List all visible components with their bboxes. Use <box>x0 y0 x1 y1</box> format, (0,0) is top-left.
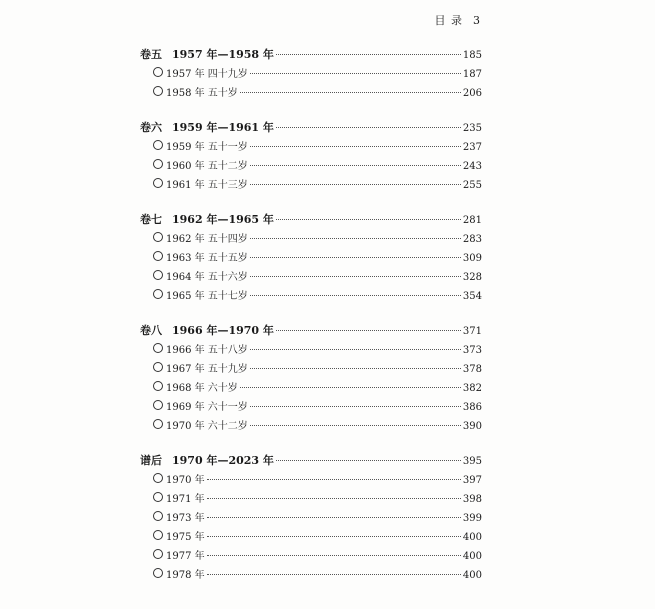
dot-leader <box>250 73 461 74</box>
page-number: 206 <box>462 88 482 99</box>
circle-bullet-icon <box>153 251 163 261</box>
dot-leader <box>207 574 461 575</box>
page-number: 400 <box>462 551 482 562</box>
volume-name: 卷七 <box>140 213 162 226</box>
dot-leader <box>250 406 461 407</box>
volume-range: 1966 年—1970 年 <box>172 324 274 337</box>
dot-leader <box>250 238 461 239</box>
toc-year-entry[interactable] <box>140 84 482 103</box>
header-page-number: 3 <box>473 14 481 27</box>
circle-bullet-icon <box>153 140 163 150</box>
volume-name: 卷六 <box>140 121 162 134</box>
volume-label <box>140 117 274 138</box>
year-label: 1964 年 五十六岁 <box>166 272 248 283</box>
circle-bullet-icon <box>153 86 163 96</box>
volume-label <box>140 320 274 341</box>
toc-year-entry[interactable] <box>140 138 482 157</box>
page-number: 283 <box>462 234 482 245</box>
toc-year-entry[interactable] <box>140 490 482 509</box>
volume-range: 1970 年—2023 年 <box>172 454 274 467</box>
dot-leader <box>250 276 461 277</box>
page-number: 400 <box>462 570 482 581</box>
dot-leader <box>240 92 461 93</box>
dot-leader <box>240 387 461 388</box>
page-number: 281 <box>462 215 482 226</box>
table-of-contents <box>140 44 482 585</box>
toc-volume-entry[interactable] <box>140 450 482 471</box>
circle-bullet-icon <box>153 343 163 353</box>
dot-leader <box>207 479 461 480</box>
toc-year-entry[interactable] <box>140 268 482 287</box>
circle-bullet-icon <box>153 270 163 280</box>
toc-year-entry[interactable] <box>140 65 482 84</box>
page-number: 187 <box>462 69 482 80</box>
circle-bullet-icon <box>153 67 163 77</box>
circle-bullet-icon <box>153 492 163 502</box>
volume-range: 1957 年—1958 年 <box>172 48 274 61</box>
running-header <box>435 12 482 28</box>
volume-name: 卷八 <box>140 324 162 337</box>
year-label: 1959 年 五十一岁 <box>166 142 248 153</box>
dot-leader <box>207 536 461 537</box>
page-number: 328 <box>462 272 482 283</box>
dot-leader <box>250 146 461 147</box>
volume-name: 卷五 <box>140 48 162 61</box>
year-label: 1961 年 五十三岁 <box>166 180 248 191</box>
dot-leader <box>276 219 461 220</box>
year-label: 1978 年 <box>166 570 205 581</box>
toc-year-entry[interactable] <box>140 157 482 176</box>
circle-bullet-icon <box>153 362 163 372</box>
header-title: 目 录 <box>434 14 463 27</box>
dot-leader <box>207 555 461 556</box>
volume-range: 1959 年—1961 年 <box>172 121 274 134</box>
toc-year-entry[interactable] <box>140 249 482 268</box>
dot-leader <box>250 425 461 426</box>
toc-volume-entry[interactable] <box>140 44 482 65</box>
toc-year-entry[interactable] <box>140 176 482 195</box>
circle-bullet-icon <box>153 381 163 391</box>
year-label: 1965 年 五十七岁 <box>166 291 248 302</box>
circle-bullet-icon <box>153 232 163 242</box>
dot-leader <box>207 498 461 499</box>
year-label: 1971 年 <box>166 494 205 505</box>
page-number: 386 <box>462 402 482 413</box>
dot-leader <box>276 127 461 128</box>
year-label: 1975 年 <box>166 532 205 543</box>
toc-volume-entry[interactable] <box>140 320 482 341</box>
year-label: 1957 年 四十九岁 <box>166 69 248 80</box>
volume-label <box>140 450 274 471</box>
circle-bullet-icon <box>153 568 163 578</box>
toc-year-entry[interactable] <box>140 417 482 436</box>
year-label: 1960 年 五十二岁 <box>166 161 248 172</box>
year-label: 1970 年 <box>166 475 205 486</box>
toc-year-entry[interactable] <box>140 398 482 417</box>
dot-leader <box>250 184 461 185</box>
circle-bullet-icon <box>153 159 163 169</box>
dot-leader <box>250 295 461 296</box>
year-label: 1967 年 五十九岁 <box>166 364 248 375</box>
toc-year-entry[interactable] <box>140 528 482 547</box>
page-number: 309 <box>462 253 482 264</box>
page-number: 382 <box>462 383 482 394</box>
circle-bullet-icon <box>153 400 163 410</box>
toc-volume-entry[interactable] <box>140 209 482 230</box>
dot-leader <box>276 54 461 55</box>
page-number: 398 <box>462 494 482 505</box>
year-label: 1977 年 <box>166 551 205 562</box>
toc-year-entry[interactable] <box>140 230 482 249</box>
page-number: 354 <box>462 291 482 302</box>
page-number: 397 <box>462 475 482 486</box>
section-gap <box>140 195 482 209</box>
dot-leader <box>250 165 461 166</box>
page-number: 185 <box>462 50 482 61</box>
section-gap <box>140 103 482 117</box>
year-label: 1973 年 <box>166 513 205 524</box>
page-number: 399 <box>462 513 482 524</box>
section-gap <box>140 436 482 450</box>
year-label: 1962 年 五十四岁 <box>166 234 248 245</box>
year-label: 1963 年 五十五岁 <box>166 253 248 264</box>
section-gap <box>140 306 482 320</box>
dot-leader <box>250 257 461 258</box>
year-label: 1958 年 五十岁 <box>166 88 238 99</box>
volume-name: 谱后 <box>140 454 162 467</box>
toc-year-entry[interactable] <box>140 566 482 585</box>
volume-label <box>140 209 274 230</box>
circle-bullet-icon <box>153 473 163 483</box>
toc-year-entry[interactable] <box>140 471 482 490</box>
circle-bullet-icon <box>153 419 163 429</box>
toc-volume-entry[interactable] <box>140 117 482 138</box>
toc-year-entry[interactable] <box>140 360 482 379</box>
year-label: 1970 年 六十二岁 <box>166 421 248 432</box>
page-number: 390 <box>462 421 482 432</box>
page-number: 371 <box>462 326 482 337</box>
dot-leader <box>250 349 461 350</box>
toc-year-entry[interactable] <box>140 287 482 306</box>
circle-bullet-icon <box>153 549 163 559</box>
page-number: 400 <box>462 532 482 543</box>
dot-leader <box>250 368 461 369</box>
toc-year-entry[interactable] <box>140 547 482 566</box>
toc-year-entry[interactable] <box>140 341 482 360</box>
dot-leader <box>276 330 461 331</box>
page-number: 255 <box>462 180 482 191</box>
volume-label <box>140 44 274 65</box>
circle-bullet-icon <box>153 178 163 188</box>
year-label: 1966 年 五十八岁 <box>166 345 248 356</box>
page-number: 373 <box>462 345 482 356</box>
toc-year-entry[interactable] <box>140 379 482 398</box>
volume-range: 1962 年—1965 年 <box>172 213 274 226</box>
circle-bullet-icon <box>153 511 163 521</box>
year-label: 1969 年 六十一岁 <box>166 402 248 413</box>
page-number: 395 <box>462 456 482 467</box>
year-label: 1968 年 六十岁 <box>166 383 238 394</box>
page-number: 378 <box>462 364 482 375</box>
page-number: 235 <box>462 123 482 134</box>
page-number: 237 <box>462 142 482 153</box>
circle-bullet-icon <box>153 289 163 299</box>
dot-leader <box>207 517 461 518</box>
circle-bullet-icon <box>153 530 163 540</box>
page-number: 243 <box>462 161 482 172</box>
toc-year-entry[interactable] <box>140 509 482 528</box>
dot-leader <box>276 460 461 461</box>
